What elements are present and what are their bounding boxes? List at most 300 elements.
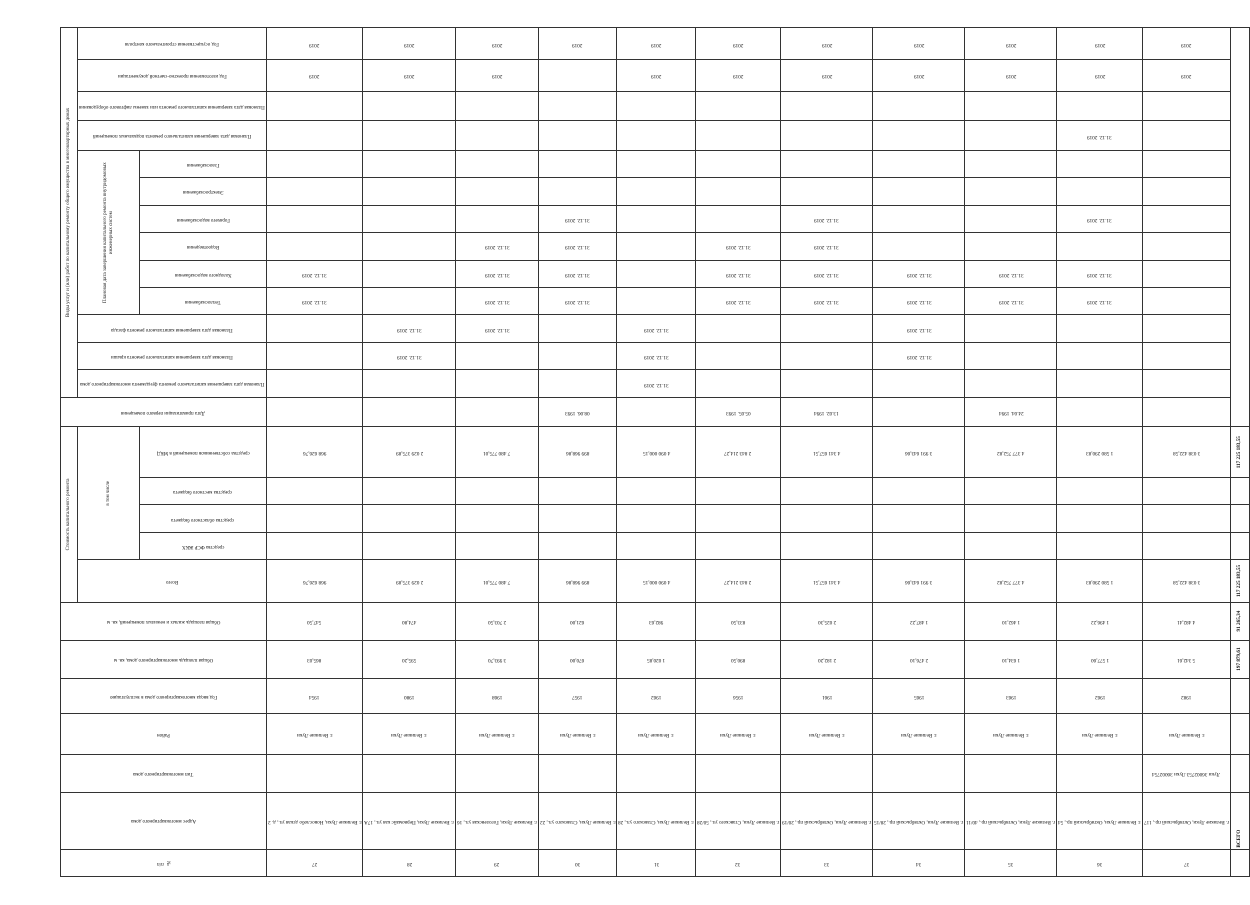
cell-dist: г. Великие Луки (1143, 714, 1231, 754)
cell-area: 5 342,61 (1143, 640, 1231, 678)
cell-area: 1 577,60 (1057, 640, 1143, 678)
cell-year: 1957 (538, 678, 617, 714)
cell-c7 (363, 205, 456, 232)
cell-year: 1982 (1143, 678, 1231, 714)
cell-empty (781, 478, 873, 505)
cell-c4: 31.12. 2019 (456, 288, 539, 315)
cell-c7: 31.12. 2019 (1057, 205, 1143, 232)
cell-priv: 24.04. 1994 (965, 397, 1057, 427)
header-works-group: Виды услуг и (или) работ по капитальному ремонту общего имущества в многоквартирных домах (61, 28, 78, 398)
cell-c5: 31.12. 2019 (1057, 260, 1143, 287)
cell-c4: 31.12. 2019 (538, 288, 617, 315)
header-heat: Теплоснабжения (140, 288, 267, 315)
cell-type (363, 754, 456, 792)
cell-c8 (363, 178, 456, 205)
total-empty (1230, 678, 1249, 714)
cell-control: 2019 (538, 28, 617, 60)
cell-c2 (456, 342, 539, 369)
cell-empty (873, 91, 965, 121)
cell-year: 1965 (873, 678, 965, 714)
cell-design: 2019 (1057, 60, 1143, 92)
cell-c1 (266, 370, 363, 397)
total-empty (1230, 28, 1249, 427)
header-fund: средства ФСР ЖКХ (140, 532, 267, 559)
cell-total: 3 991 643,66 (873, 560, 965, 602)
cell-living: 1 487,22 (873, 602, 965, 640)
header-design-year: Год изготовления проектно-сметной документации (78, 60, 267, 92)
cell-design: 2019 (456, 60, 539, 92)
header-house-type: Тип многоквартирного дома (61, 754, 267, 792)
cell-addr: г. Великие Луки, Октябрьский пр., 20/19 (781, 792, 873, 849)
cell-c2 (1057, 342, 1143, 369)
cell-c8 (781, 178, 873, 205)
table-row (781, 28, 873, 877)
cell-empty (695, 532, 780, 559)
cell-c3: 31.12. 2019 (363, 315, 456, 342)
cell-c3: 31.12. 2019 (617, 315, 696, 342)
cell-c4 (363, 288, 456, 315)
cell-empty (873, 532, 965, 559)
cell-n: 35 (965, 849, 1057, 876)
table-row (538, 28, 617, 877)
cell-year: 1961 (781, 678, 873, 714)
cell-c1 (1057, 370, 1143, 397)
cell-design: 2019 (1143, 60, 1231, 92)
header-owners: средства собственников помещений в МКД (140, 427, 267, 478)
cell-control: 2019 (1143, 28, 1231, 60)
cell-addr: г. Великие Луки, Октябрьский пр., 54 (1057, 792, 1143, 849)
cell-c4: 31.12. 2019 (1057, 288, 1143, 315)
cell-empty (1143, 478, 1231, 505)
cell-empty (965, 478, 1057, 505)
cell-c6: 31.12. 2019 (695, 233, 780, 260)
cell-dist: г. Великие Луки (266, 714, 363, 754)
cell-area: 595,20 (363, 640, 456, 678)
cell-c6: 31.12. 2019 (781, 233, 873, 260)
cell-empty (266, 91, 363, 121)
table-row (965, 28, 1057, 877)
cell-control: 2019 (266, 28, 363, 60)
cell-year: 1962 (617, 678, 696, 714)
cell-type: Луки 36002753 Луки 36002754 (1143, 754, 1231, 792)
cell-c8 (1143, 178, 1231, 205)
cell-design: 2019 (695, 60, 780, 92)
cell-total: 4 090 000,15 (617, 560, 696, 602)
cell-area: 2 476,10 (873, 640, 965, 678)
cell-addr: г. Великие Луки, Первомайс кая ул., 17А (363, 792, 456, 849)
header-hot: Горячего водоснабжения (140, 205, 267, 232)
cell-year: 1963 (965, 678, 1057, 714)
cell-c4: 31.12. 2019 (781, 288, 873, 315)
cell-addr: г. Великие Луки, Ставского ул., 28 (617, 792, 696, 849)
cell-empty (1057, 505, 1143, 532)
cell-type (538, 754, 617, 792)
cell-empty (965, 505, 1057, 532)
cell-c1 (781, 370, 873, 397)
cell-area: 865,03 (266, 640, 363, 678)
cell-empty (538, 91, 617, 121)
cell-c7 (695, 205, 780, 232)
cell-c10 (456, 121, 539, 151)
cell-priv (266, 397, 363, 427)
cell-year: 1956 (695, 678, 780, 714)
cell-empty (617, 478, 696, 505)
cell-c1 (456, 370, 539, 397)
cell-owners: 968 626,76 (266, 427, 363, 478)
cell-dist: г. Великие Луки (538, 714, 617, 754)
cell-empty (965, 91, 1057, 121)
cell-empty (456, 91, 539, 121)
cell-owners: 7 480 775,01 (456, 427, 539, 478)
cell-priv: 08.06. 1993 (538, 397, 617, 427)
cell-empty (873, 505, 965, 532)
cell-area: 670,00 (538, 640, 617, 678)
cell-year: 1962 (1057, 678, 1143, 714)
header-elec: Электроснабжения (140, 178, 267, 205)
cell-c2 (695, 342, 780, 369)
cell-addr: г. Великие Луки, Гоголевская ул., 16 (456, 792, 539, 849)
cell-dist: г. Великие Луки (695, 714, 780, 754)
cell-c4 (617, 288, 696, 315)
cell-total: 968 626,76 (266, 560, 363, 602)
cell-owners: 4 377 752,82 (965, 427, 1057, 478)
cell-empty (1143, 532, 1231, 559)
cell-owners: 1 580 290,83 (1057, 427, 1143, 478)
cell-empty (1057, 478, 1143, 505)
cell-living: 474,80 (363, 602, 456, 640)
cell-n: 33 (781, 849, 873, 876)
cell-empty (538, 505, 617, 532)
cell-addr: г. Великие Луки, Октябрьский пр., 117 (1143, 792, 1231, 849)
cell-c3: 31.12. 2019 (456, 315, 539, 342)
cell-c5 (617, 260, 696, 287)
header-foundation: Плановая дата завершения капитального ремонта фундамента многоквартирного дома (78, 370, 267, 397)
cell-c9 (456, 150, 539, 177)
cell-empty (363, 532, 456, 559)
cell-n: 29 (456, 849, 539, 876)
cell-year: 1980 (363, 678, 456, 714)
cell-c5: 31.12. 2019 (266, 260, 363, 287)
cell-c3 (965, 315, 1057, 342)
cell-c2 (781, 342, 873, 369)
cell-total: 7 480 775,01 (456, 560, 539, 602)
cell-priv (456, 397, 539, 427)
cell-c5: 31.12. 2019 (695, 260, 780, 287)
cell-priv: 13.02. 1994 (781, 397, 873, 427)
cell-empty (1057, 532, 1143, 559)
total-empty (1230, 505, 1249, 532)
cell-c5: 31.12. 2019 (873, 260, 965, 287)
cell-c2 (266, 342, 363, 369)
cell-total: 4 377 752,82 (965, 560, 1057, 602)
cell-c2 (1143, 342, 1231, 369)
cell-c10 (695, 121, 780, 151)
cell-total: 2 843 214,27 (695, 560, 780, 602)
cell-c8 (538, 178, 617, 205)
cell-empty (781, 532, 873, 559)
cell-n: 31 (617, 849, 696, 876)
cell-c2 (965, 342, 1057, 369)
cell-c5: 31.12. 2019 (538, 260, 617, 287)
cell-c9 (695, 150, 780, 177)
header-cost-group: Стоимость капитального ремонта (61, 427, 78, 602)
cell-c6 (363, 233, 456, 260)
cell-c3 (538, 315, 617, 342)
cell-living: 2 025,30 (781, 602, 873, 640)
header-facade: Плановая дата завершения капитального ремонта фасада (78, 315, 267, 342)
cell-c8 (456, 178, 539, 205)
cell-c7 (1143, 205, 1231, 232)
cell-c4: 31.12. 2019 (873, 288, 965, 315)
cell-c3: 31.12. 2019 (873, 315, 965, 342)
cell-area: 890,50 (695, 640, 780, 678)
cell-control: 2019 (363, 28, 456, 60)
cell-c8 (695, 178, 780, 205)
cell-living: 4 482,41 (1143, 602, 1231, 640)
header-basement: Плановая дата завершения капитального ремонта подвальных помещений (78, 121, 267, 151)
cell-c1: 31.12. 2019 (617, 370, 696, 397)
header-regional: средства областного бюджета (140, 505, 267, 532)
cell-control: 2019 (1057, 28, 1143, 60)
header-address: Адрес многоквартирного дома (61, 792, 267, 849)
cell-design: 2019 (617, 60, 696, 92)
cell-dist: г. Великие Луки (965, 714, 1057, 754)
cell-c5: 31.12. 2019 (965, 260, 1057, 287)
cell-c10 (1143, 121, 1231, 151)
cell-empty (781, 91, 873, 121)
header-including: в том числе (78, 427, 140, 560)
cell-area: 1 634,10 (965, 640, 1057, 678)
header-privatization: Дата приватизации первого помещения (61, 397, 267, 427)
cell-c10 (873, 121, 965, 151)
cell-living: 621,00 (538, 602, 617, 640)
total-area: 197 879,61 (1230, 640, 1249, 678)
cell-design (538, 60, 617, 92)
cell-c6 (617, 233, 696, 260)
cell-control: 2019 (456, 28, 539, 60)
header-drain: Водоотведения (140, 233, 267, 260)
cell-dist: г. Великие Луки (781, 714, 873, 754)
total-empty (1230, 532, 1249, 559)
total-label: ВСЕГО (1230, 792, 1249, 849)
cell-empty (538, 478, 617, 505)
cell-c10 (965, 121, 1057, 151)
cell-owners: 899 968,86 (538, 427, 617, 478)
cell-type (965, 754, 1057, 792)
cell-n: 32 (695, 849, 780, 876)
cell-c2: 31.12. 2019 (873, 342, 965, 369)
cell-c6: 31.12. 2019 (538, 233, 617, 260)
cell-control: 2019 (617, 28, 696, 60)
header-control-year: Год осуществления строительного контроля (78, 28, 267, 60)
cell-c6 (266, 233, 363, 260)
total-empty (1230, 478, 1249, 505)
table-row (695, 28, 780, 877)
cell-owners: 4 090 000,15 (617, 427, 696, 478)
cell-c6 (873, 233, 965, 260)
cell-empty (456, 478, 539, 505)
cell-dist: г. Великие Луки (363, 714, 456, 754)
cell-empty (1057, 91, 1143, 121)
total-cost: 117 225 183,55 (1230, 560, 1249, 602)
cell-c4: 31.12. 2019 (266, 288, 363, 315)
cell-empty (266, 478, 363, 505)
repair-program-table (60, 27, 1250, 877)
cell-type (873, 754, 965, 792)
total-empty (1230, 714, 1249, 754)
header-year: Год ввода многоквартирного дома в эксплуатацию (61, 678, 267, 714)
cell-dist: г. Великие Луки (617, 714, 696, 754)
cell-area: 2 182,20 (781, 640, 873, 678)
cell-living: 2 703,50 (456, 602, 539, 640)
cell-owners: 2 029 375,89 (363, 427, 456, 478)
cell-c2: 31.12. 2019 (363, 342, 456, 369)
cell-c1 (965, 370, 1057, 397)
cell-c1 (695, 370, 780, 397)
cell-c6: 31.12. 2019 (456, 233, 539, 260)
cell-living: 833,50 (695, 602, 780, 640)
cell-c9 (363, 150, 456, 177)
cell-type (617, 754, 696, 792)
header-local: средства местного бюджета (140, 478, 267, 505)
cell-n: 28 (363, 849, 456, 876)
cell-total: 1 580 290,83 (1057, 560, 1143, 602)
table-body (266, 28, 1230, 877)
cell-n: 37 (1143, 849, 1231, 876)
cell-type (1057, 754, 1143, 792)
cell-empty (1143, 91, 1231, 121)
header-row-1 (61, 28, 78, 877)
cell-c9 (965, 150, 1057, 177)
cell-year: 1954 (266, 678, 363, 714)
cell-c9 (1143, 150, 1231, 177)
cell-c1 (1143, 370, 1231, 397)
cell-total: 899 968,86 (538, 560, 617, 602)
cell-control: 2019 (781, 28, 873, 60)
cell-c7 (965, 205, 1057, 232)
total-living: 91 265,34 (1230, 602, 1249, 640)
cell-c10: 31.12. 2019 (1057, 121, 1143, 151)
cell-dist: г. Великие Луки (456, 714, 539, 754)
cell-empty (695, 478, 780, 505)
cell-c5: 31.12. 2019 (781, 260, 873, 287)
cell-design: 2019 (363, 60, 456, 92)
header-district: Район (61, 714, 267, 754)
cell-addr: г. Великие Луки, Новослобо дская ул., д. 2 (266, 792, 363, 849)
cell-c9 (1057, 150, 1143, 177)
table-row (1143, 28, 1231, 877)
header-lift: Плановая дата завершения капитального ремонта или замены лифтового оборудования (78, 91, 267, 121)
cell-owners: 3 991 643,66 (873, 427, 965, 478)
cell-c6 (1057, 233, 1143, 260)
cell-type (695, 754, 780, 792)
cell-c7 (617, 205, 696, 232)
cell-c9 (538, 150, 617, 177)
cell-c9 (781, 150, 873, 177)
cell-c7 (873, 205, 965, 232)
cell-c10 (781, 121, 873, 151)
table-row (456, 28, 539, 877)
header-area-total: Общая площадь многоквартирного дома, кв. м (61, 640, 267, 678)
cell-priv (873, 397, 965, 427)
cell-control: 2019 (965, 28, 1057, 60)
table-row (617, 28, 696, 877)
cell-c1 (363, 370, 456, 397)
header-roof: Плановая дата завершения капитального ремонта крыши (78, 342, 267, 369)
cell-empty (456, 505, 539, 532)
cell-c2: 31.12. 2019 (617, 342, 696, 369)
cell-c4 (1143, 288, 1231, 315)
cell-addr: г. Великие Луки, Ставского ул., 50/28 (695, 792, 780, 849)
cell-dist: г. Великие Луки (873, 714, 965, 754)
cell-c8 (266, 178, 363, 205)
total-row (1230, 28, 1249, 877)
cell-empty (456, 532, 539, 559)
total-owners: 117 225 183,55 (1230, 427, 1249, 478)
cell-design: 2019 (781, 60, 873, 92)
cell-control: 2019 (695, 28, 780, 60)
cell-n: 36 (1057, 849, 1143, 876)
cell-c4: 31.12. 2019 (695, 288, 780, 315)
cell-c6 (1143, 233, 1231, 260)
cell-owners: 4 341 657,51 (781, 427, 873, 478)
cell-c4: 31.12. 2019 (965, 288, 1057, 315)
cell-c7: 31.12. 2019 (781, 205, 873, 232)
cell-area: 3 993,70 (456, 640, 539, 678)
cell-type (266, 754, 363, 792)
cell-c6 (965, 233, 1057, 260)
cell-c3 (781, 315, 873, 342)
cell-empty (873, 478, 965, 505)
rotated-table-container (60, 27, 1242, 877)
cell-c8 (1057, 178, 1143, 205)
cell-priv (617, 397, 696, 427)
cell-c10 (363, 121, 456, 151)
cell-empty (695, 91, 780, 121)
cell-empty (965, 532, 1057, 559)
total-num (1230, 849, 1249, 876)
cell-area: 1 020,85 (617, 640, 696, 678)
cell-priv (1057, 397, 1143, 427)
cell-c3 (1057, 315, 1143, 342)
cell-type (456, 754, 539, 792)
cell-addr: г. Великие Луки, Октябрьский пр., 28/15 (873, 792, 965, 849)
cell-total: 3 038 422,58 (1143, 560, 1231, 602)
cell-design: 2019 (965, 60, 1057, 92)
cell-c7 (266, 205, 363, 232)
cell-c1 (538, 370, 617, 397)
cell-owners: 2 843 214,27 (695, 427, 780, 478)
cell-c9 (873, 150, 965, 177)
header-area-living: Общая площадь жилых и нежилых помещений, кв. м (61, 602, 267, 640)
cell-type (781, 754, 873, 792)
cell-c2 (538, 342, 617, 369)
table-row (1057, 28, 1143, 877)
cell-addr: г. Великие Луки, Октябрьский пр., 40/11 (965, 792, 1057, 849)
cell-c7 (456, 205, 539, 232)
cell-year: 1968 (456, 678, 539, 714)
cell-empty (266, 532, 363, 559)
cell-owners: 3 038 422,58 (1143, 427, 1231, 478)
cell-empty (617, 91, 696, 121)
cell-c8 (873, 178, 965, 205)
header-systems-group: Плановая дата завершения капитального ремонта внутридомовых инженерных систем (78, 150, 140, 315)
cell-empty (1143, 505, 1231, 532)
cell-empty (695, 505, 780, 532)
cell-empty (363, 505, 456, 532)
cell-empty (266, 505, 363, 532)
cell-n: 30 (538, 849, 617, 876)
